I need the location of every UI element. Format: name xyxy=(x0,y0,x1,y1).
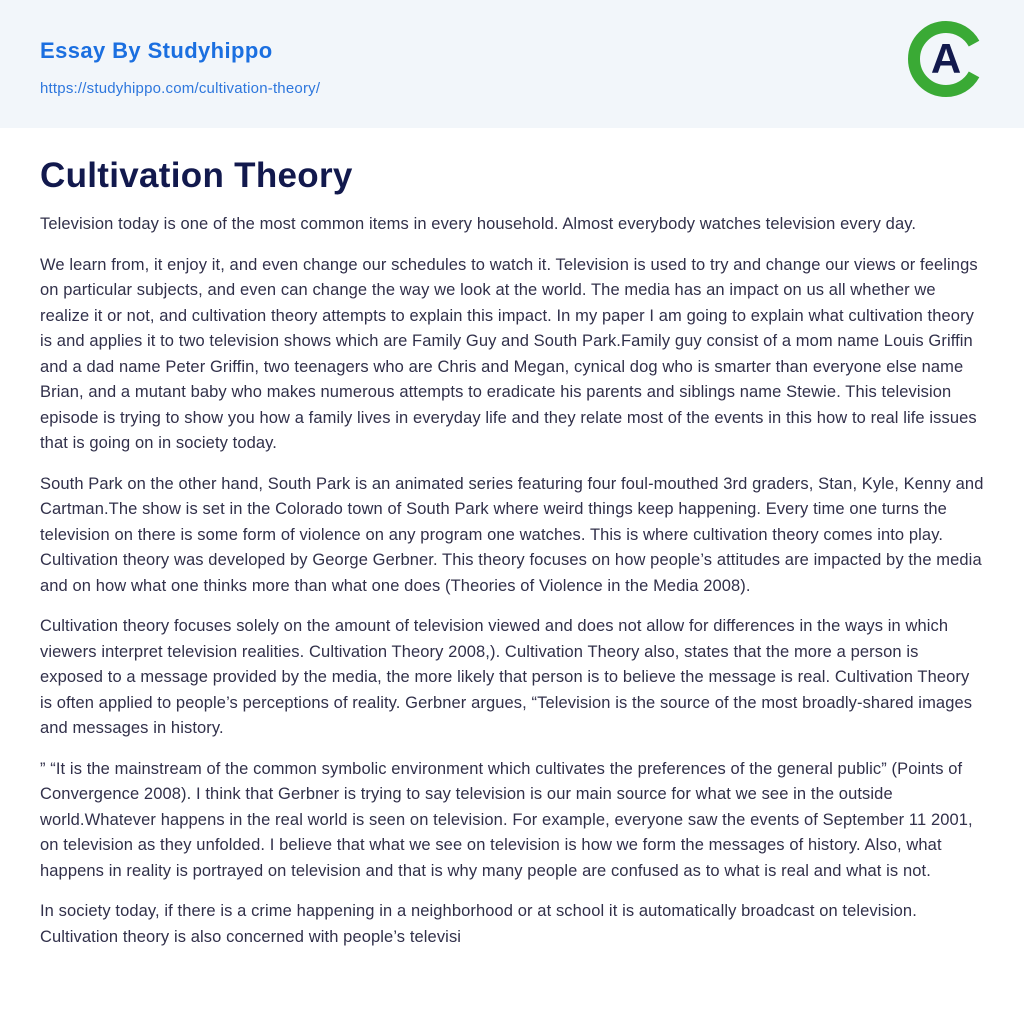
essay-paragraph: Television today is one of the most common items in every household. Almost everybody watches television every day. xyxy=(40,215,917,233)
logo-icon xyxy=(906,19,986,99)
essay-title: Cultivation Theory xyxy=(40,156,353,195)
essay-paragraph: ” “It is the mainstream of the common symbolic environment which cultivates the preferences of the general public” (Points of Convergence 2008). I think that Gerbner is trying to say television is our main source for what we see in the outside world.Whatever happens in the real world is seen on television. For example, everyone saw the events of September 11 2001, on television as they unfolded. I believe that what we see on television is how we form the messages of history. Also, what happens in reality is portrayed on television and that is why many people are confused as to what is real and what is not. xyxy=(40,759,973,880)
studyhippo-logo xyxy=(906,19,986,99)
source-url-link[interactable]: https://studyhippo.com/cultivation-theory/ xyxy=(40,80,321,97)
page-header xyxy=(0,0,1024,128)
essay-paragraph: We learn from, it enjoy it, and even change our schedules to watch it. Television is used to try and change our views or feelings on particular subjects, and even can change the way we look at the world. The media has an impact on us all whether we realize it or not, and cultivation theory attempts to explain this impact. In my paper I am going to explain what cultivation theory is and applies it to two television shows which are Family Guy and South Park.Family guy consist of a mom name Louis Griffin and a dad name Peter Griffin, two teenagers who are Chris and Megan, cynical dog who is smarter than everyone else name Brian, and a mutant baby who makes numerous attempts to eradicate his parents and siblings name Stewie. This television episode is trying to show you how a family lives in everyday life and they relate most of the events in this how to real life issues that is going on in society today. xyxy=(40,255,978,452)
essay-paragraph: In society today, if there is a crime happening in a neighborhood or at school it is automatically broadcast on television. Cultivation theory is also concerned with people’s televisi xyxy=(40,902,917,946)
essay-paragraph: Cultivation theory focuses solely on the amount of television viewed and does not allow for differences in the ways in which viewers interpret television realities. Cultivation Theory 2008,). Cultivation Theory also, states that the more a person is exposed to a message provided by the media, the more likely that person is to believe the message is real. Cultivation Theory is often applied to people’s perceptions of reality. Gerbner argues, “Television is the source of the most broadly-shared images and messages in history. xyxy=(40,617,973,737)
essay-content xyxy=(0,128,1024,950)
essay-paragraph: South Park on the other hand, South Park is an animated series featuring four foul-mouthed 3rd graders, Stan, Kyle, Kenny and Cartman.The show is set in the Colorado town of South Park where weird things keep happening. Every time one turns the television on there is some form of violence on any program one watches. This is where cultivation theory comes into play. Cultivation theory was developed by George Gerbner. This theory focuses on how people’s attitudes are impacted by the media and on how what one thinks more than what one does (Theories of Violence in the Media 2008). xyxy=(40,474,984,595)
logo-letter: A xyxy=(930,35,962,82)
site-title: Essay By Studyhippo xyxy=(40,38,273,63)
